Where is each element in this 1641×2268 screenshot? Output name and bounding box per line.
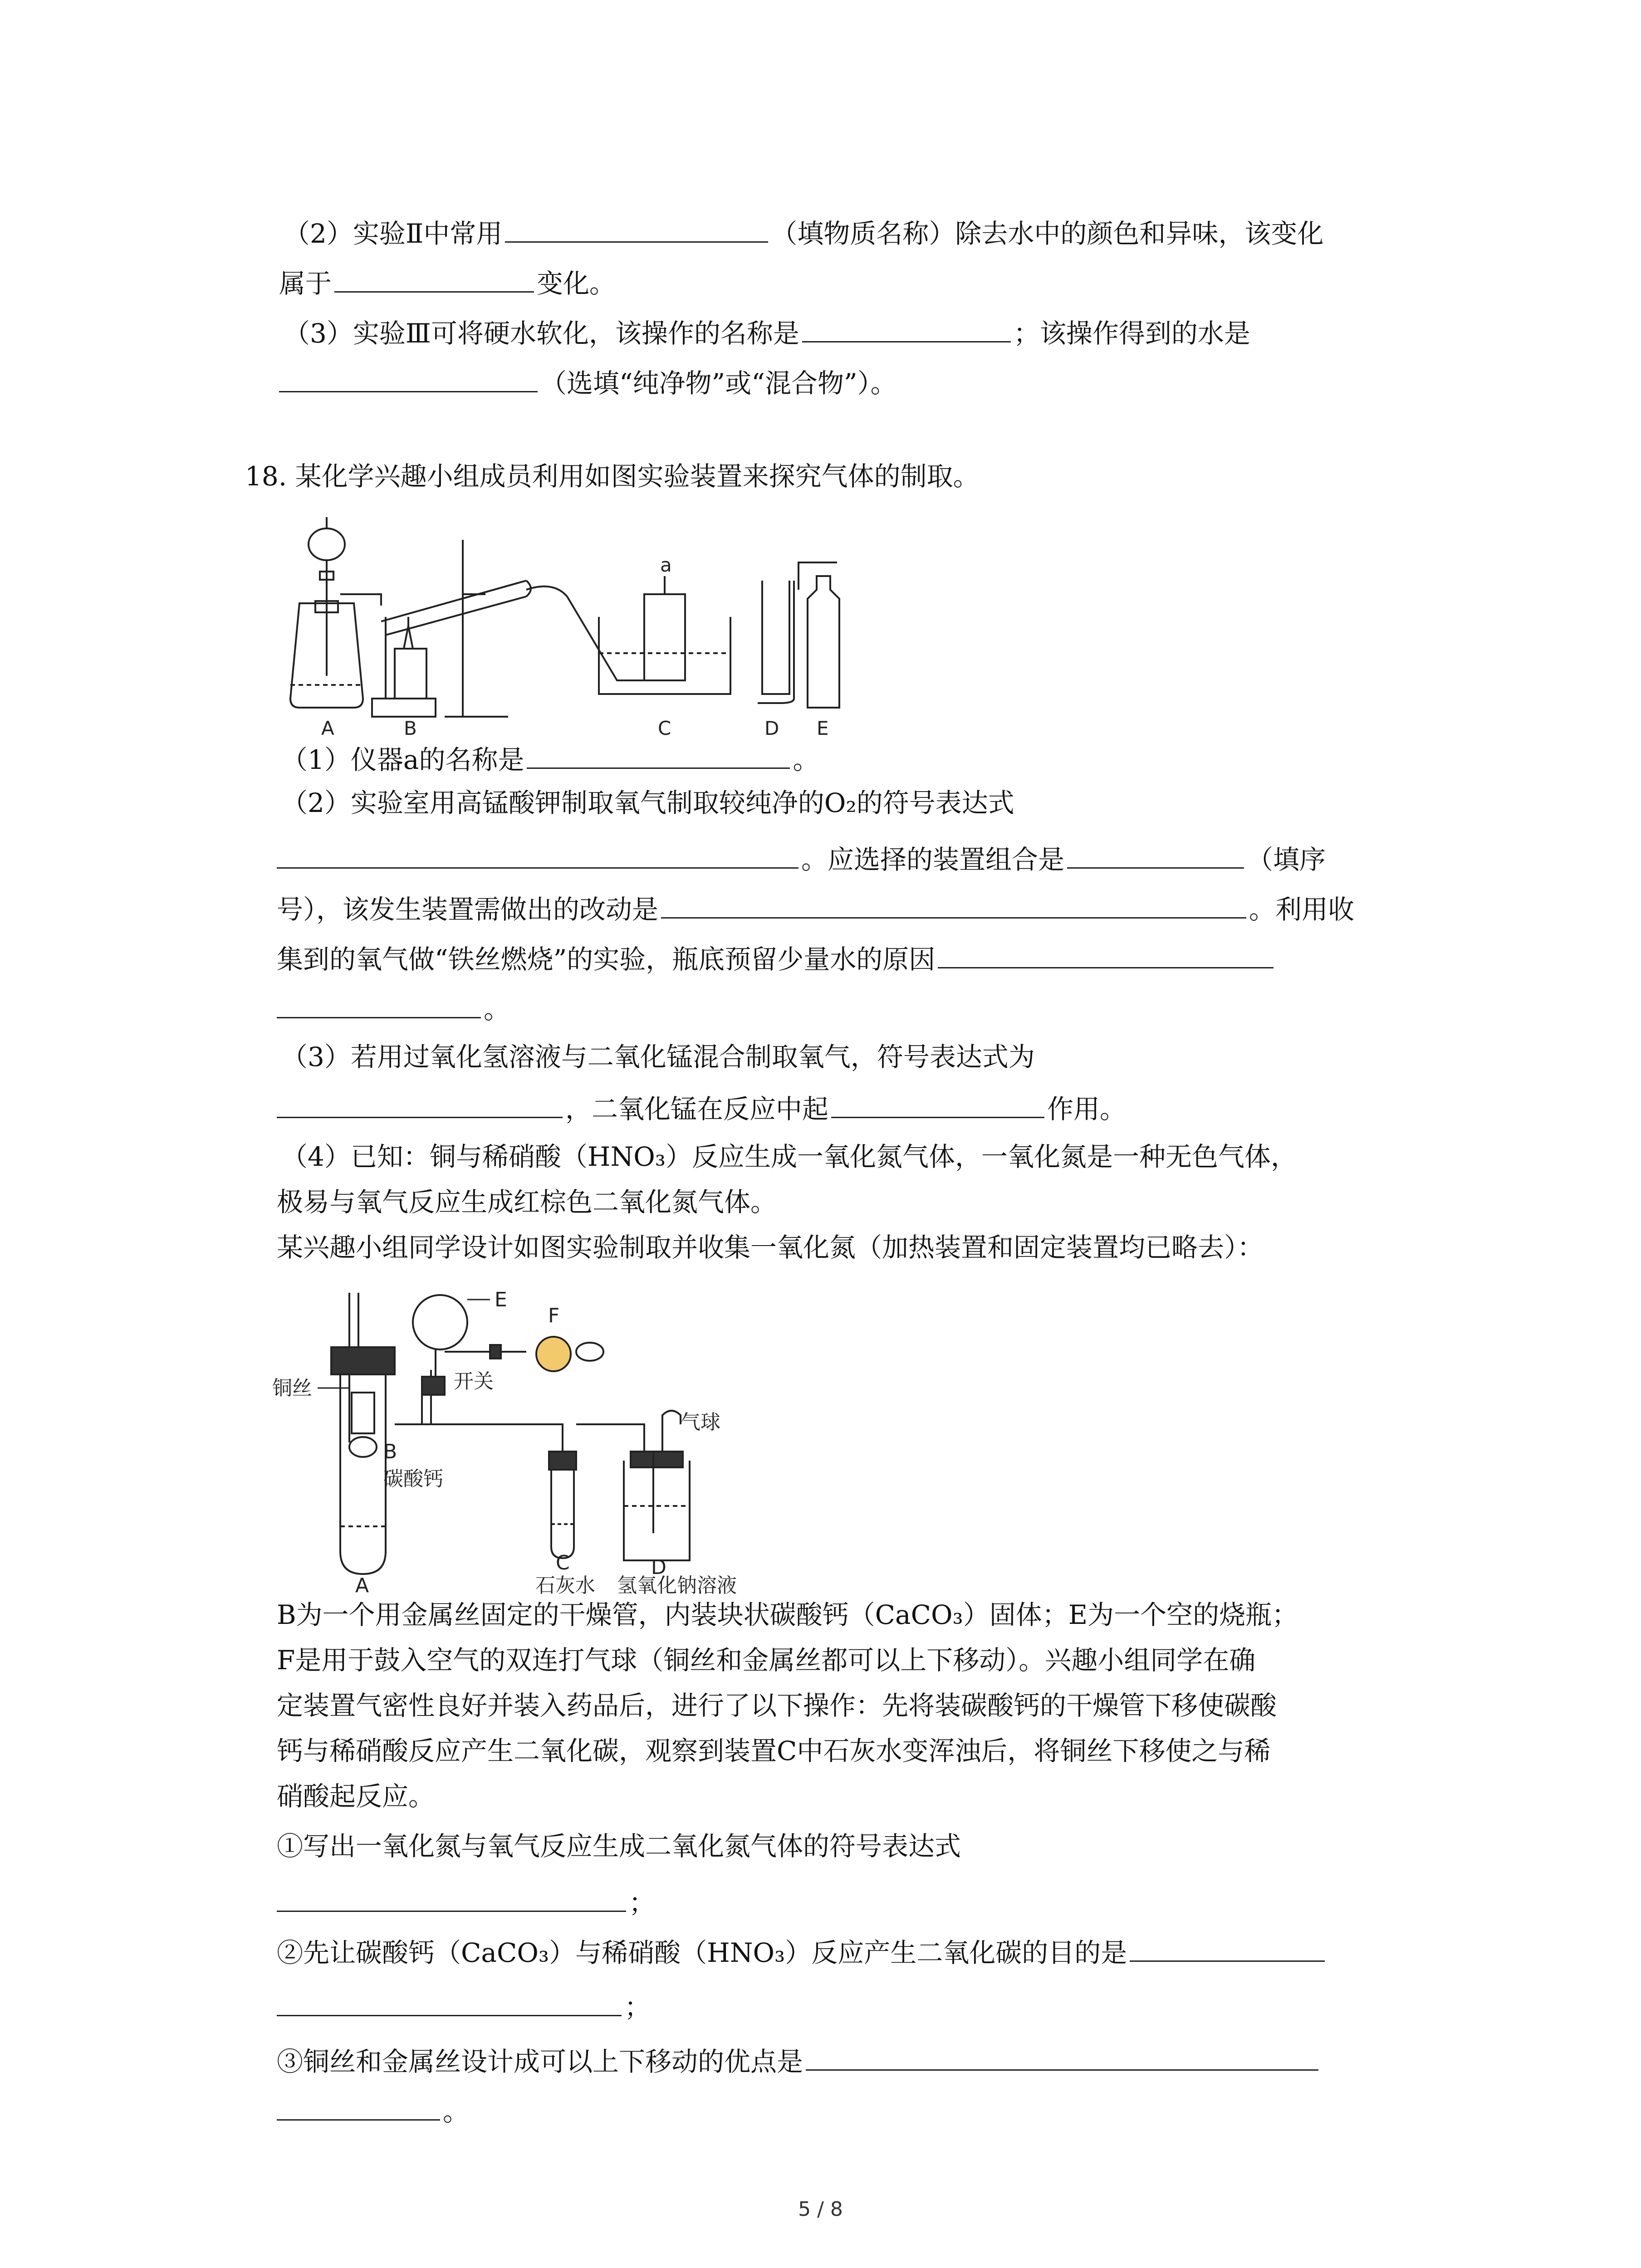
q18-s3-text-c: 作用。 — [1047, 1094, 1127, 1124]
q17-p3-text-a: （3）实验Ⅲ可将硬水软化，该操作的名称是 — [284, 318, 799, 349]
answer-blank[interactable] — [277, 1987, 622, 2016]
q18-q1-answer — [277, 1882, 655, 1921]
q18-s2-text-b: 。应选择的装置组合是 — [801, 844, 1065, 875]
answer-blank[interactable] — [806, 2041, 1318, 2071]
q18-s2-text-c: （填序 — [1247, 844, 1326, 875]
q18-q2-answer — [277, 1987, 651, 2025]
fig2-label-f: F — [548, 1304, 560, 1327]
q18-q2-end: ； — [624, 1992, 651, 2023]
q18-desc-line5: 硝酸起反应。 — [277, 1781, 435, 1812]
fig2-label-b: B — [383, 1440, 397, 1463]
fig2-label-d: D — [651, 1556, 666, 1579]
q17-p2-text-d: 变化。 — [537, 268, 616, 299]
q18-sub2-line2 — [277, 839, 1326, 878]
q18-sub3-line2 — [277, 1089, 1126, 1127]
fig2-label-a: A — [355, 1574, 369, 1597]
apparatus-figure-1 — [272, 503, 844, 744]
q18-q2-prompt — [277, 1932, 1327, 1971]
fig2-label-calcium-carbonate: 碳酸钙 — [383, 1467, 443, 1491]
fig2-label-naoh-solution: 氢氧化钠溶液 — [617, 1574, 737, 1597]
q18-sub3-line1: （3）若用过氧化氢溶液与二氧化锰混合制取氧气，符号表达式为 — [281, 1041, 1035, 1072]
q18-q1-prompt: ①写出一氧化氮与氧气反应生成二氧化氮气体的符号表达式 — [277, 1831, 961, 1862]
fig2-label-switch: 开关 — [454, 1370, 494, 1393]
page-number: 5 / 8 — [798, 2198, 843, 2221]
answer-blank[interactable] — [334, 263, 534, 293]
answer-blank[interactable] — [938, 939, 1274, 968]
q18-sub1 — [281, 739, 819, 778]
q18-desc-line1: B为一个用金属丝固定的干燥管，内装块状碳酸钙（CaCO₃）固体；E为一个空的烧瓶； — [277, 1599, 1298, 1630]
q17-p3-text-c: （选填“纯净物”或“混合物”）。 — [540, 368, 897, 399]
fig1-label-d: D — [764, 717, 779, 739]
fig2-label-balloon: 气球 — [681, 1411, 720, 1434]
answer-blank[interactable] — [277, 989, 481, 1018]
q18-q1-end: ； — [629, 1887, 656, 1918]
q17-p2-text-c: 属于 — [279, 268, 332, 299]
q18-s3-text-b: ，二氧化锰在反应中起 — [565, 1094, 829, 1124]
q18-sub2-line5 — [277, 989, 510, 1027]
fig1-label-a: A — [321, 717, 334, 739]
answer-blank[interactable] — [1067, 839, 1244, 869]
q18-sub4-line1: （4）已知：铜与稀硝酸（HNO₃）反应生成一氧化氮气体，一氧化氮是一种无色气体， — [281, 1141, 1298, 1172]
q18-desc-line2: F是用于鼓入空气的双连打气球（铜丝和金属丝都可以上下移动）。兴趣小组同学在确 — [277, 1645, 1256, 1676]
q18-s2-text-e: 。利用收 — [1249, 894, 1355, 925]
answer-blank[interactable] — [277, 839, 798, 869]
q18-q3-text: ③铜丝和金属丝设计成可以上下移动的优点是 — [277, 2046, 803, 2077]
answer-blank[interactable] — [661, 889, 1246, 919]
answer-blank[interactable] — [1130, 1932, 1325, 1962]
q18-q3-prompt — [277, 2041, 1321, 2080]
q17-part3-line2 — [279, 363, 897, 401]
fig2-label-c: C — [556, 1551, 570, 1574]
fig1-label-c: C — [658, 717, 671, 739]
q18-s1-text: （1）仪器a的名称是 — [281, 744, 524, 775]
answer-blank[interactable] — [279, 363, 538, 392]
q18-s2-text-f: 集到的氧气做“铁丝燃烧”的实验，瓶底预留少量水的原因 — [277, 944, 936, 975]
answer-blank[interactable] — [802, 313, 1011, 342]
answer-blank[interactable] — [527, 739, 790, 769]
fig1-label-instrument-a: a — [660, 554, 672, 576]
answer-blank[interactable] — [505, 213, 768, 243]
fig1-label-b: B — [404, 717, 417, 739]
q18-sub2-line3 — [277, 889, 1354, 928]
q17-p3-text-b: ；该操作得到的水是 — [1013, 318, 1250, 349]
q18-intro: 18. 某化学兴趣小组成员利用如图实验装置来探究气体的制取。 — [245, 461, 980, 492]
q18-sub2-line1: （2）实验室用高锰酸钾制取氧气制取较纯净的O₂的符号表达式 — [281, 787, 1014, 818]
answer-blank[interactable] — [277, 1089, 563, 1118]
q18-sub2-line4 — [277, 939, 1276, 978]
q18-q2-text: ②先让碳酸钙（CaCO₃）与稀硝酸（HNO₃）反应产生二氧化碳的目的是 — [277, 1937, 1127, 1968]
q18-sub4-line3: 某兴趣小组同学设计如图实验制取并收集一氧化氮（加热装置和固定装置均已略去）： — [277, 1232, 1264, 1263]
q17-part3-line1 — [284, 313, 1250, 352]
answer-blank[interactable] — [277, 1882, 626, 1912]
q17-part2-line1 — [284, 213, 1323, 252]
q18-s1-end: 。 — [793, 744, 819, 775]
fig2-label-copper-wire: 铜丝 — [272, 1377, 312, 1400]
q17-part2-line2 — [279, 263, 616, 302]
answer-blank[interactable] — [277, 2091, 440, 2121]
q18-q3-end: 。 — [443, 2096, 470, 2127]
q18-sub4-line2: 极易与氧气反应生成红棕色二氧化氮气体。 — [277, 1187, 777, 1217]
apparatus-figure-2 — [272, 1279, 794, 1597]
q18-desc-line3: 定装置气密性良好并装入药品后，进行了以下操作：先将装碳酸钙的干燥管下移使碳酸 — [277, 1690, 1277, 1721]
fig2-label-limewater: 石灰水 — [535, 1574, 595, 1597]
q18-desc-line4: 钙与稀硝酸反应产生二氧化碳，观察到装置C中石灰水变浑浊后，将铜丝下移使之与稀 — [277, 1735, 1271, 1766]
fig2-label-e: E — [495, 1288, 507, 1311]
q17-p2-text-b: （填物质名称）除去水中的颜色和异味，该变化 — [771, 218, 1324, 249]
answer-blank[interactable] — [831, 1089, 1044, 1118]
q18-q3-answer — [277, 2091, 469, 2130]
fig1-label-e: E — [817, 717, 829, 739]
q18-s2-text-d: 号），该发生装置需做出的改动是 — [277, 894, 659, 925]
q18-s2-text-g: 。 — [484, 994, 510, 1025]
q17-p2-text-a: （2）实验Ⅱ中常用 — [284, 218, 503, 249]
